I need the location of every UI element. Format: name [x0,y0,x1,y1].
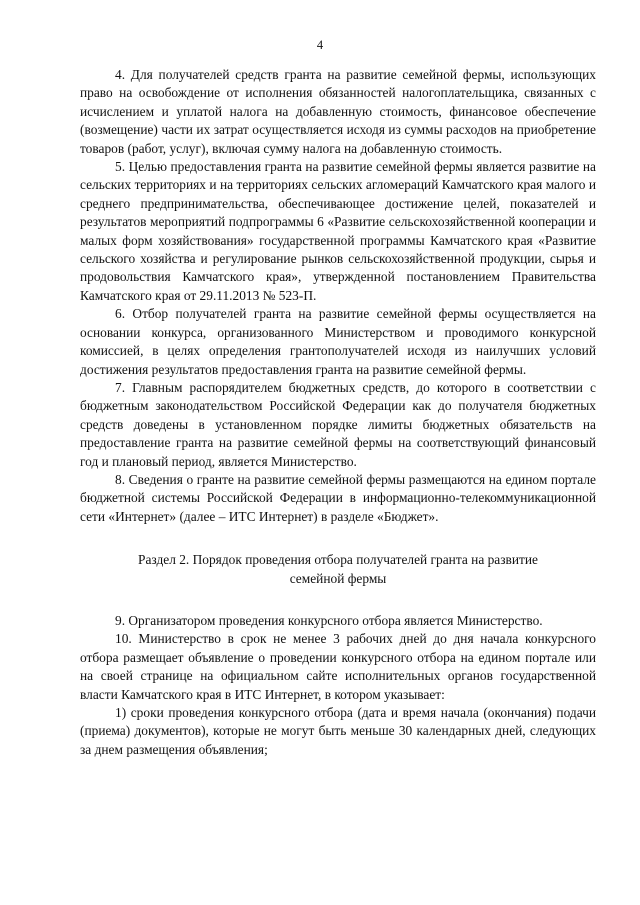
paragraph-6: 6. Отбор получателей гранта на развитие семейной фермы осуществляется на основании конкурса, организованного Министерством и проводимого конкурсной комиссией, в целях определения грантополучателей исходя из наилучших условий достижения результатов предоставления гранта на развитие семейной фермы. [80,306,596,377]
document-body [80,66,596,759]
list-item-1: 1) сроки проведения конкурсного отбора (дата и время начала (окончания) подачи (приема) документов), которые не могут быть меньше 30 календарных дней, следующих за днем размещения объявления; [80,705,596,757]
section-heading [110,551,566,588]
paragraph-5: 5. Целью предоставления гранта на развитие семейной фермы является развитие на сельских территориях и на территориях сельских агломераций Камчатского края малого и среднего предпринимательства, обеспечивающее достижение целей, показателей и результатов мероприятий подпрограммы 6 «Развитие сельскохозяйственной кооперации и малых форм хозяйствования» государственной программы Камчатского края «Развитие сельского хозяйства и регулирование рынков сельскохозяйственной продукции, сырья и продовольствия Камчатского края», утвержденной постановлением Правительства Камчатского края от 29.11.2013 № 523-П. [80,159,596,303]
paragraph-10: 10. Министерство в срок не менее 3 рабочих дней до дня начала конкурсного отбора размещает объявление о проведении конкурсного отбора на едином портале или на своей странице на официальном сайте исполнительных органов государственной власти Камчатского края в ИТС Интернет, в котором указывает: [80,631,596,702]
section-heading-line1: Раздел 2. Порядок проведения отбора получателей гранта на развитие [138,552,538,568]
paragraph-7: 7. Главным распорядителем бюджетных средств, до которого в соответствии с бюджетным законодательством Российской Федерации как до получателя бюджетных средств доведены в установленном порядке лимиты бюджетных обязательств на предоставление гранта на развитие семейной фермы на соответствующий финансовый год и плановый период, является Министерство. [80,379,596,469]
paragraph-4: 4. Для получателей средств гранта на развитие семейной фермы, использующих право на освобождение от исполнения обязанностей налогоплательщика, связанных с исчислением и уплатой налога на добавленную стоимость, финансовое обеспечение (возмещение) части их затрат осуществляется исходя из суммы расходов на приобретение товаров (работ, услуг), включая сумму налога на добавленную стоимость. [80,67,596,156]
paragraph-8: 8. Сведения о гранте на развитие семейной фермы размещаются на едином портале бюджетной системы Российской Федерации в информационно-телекоммуникационной сети «Интернет» (далее – ИТС Интернет) в разделе «Бюджет». [80,471,596,524]
section-heading-line2: семейной фермы [289,570,387,586]
paragraph-9: 9. Организатором проведения конкурсного отбора является Министерство. [115,612,543,628]
page-number: 4 [316,38,324,52]
